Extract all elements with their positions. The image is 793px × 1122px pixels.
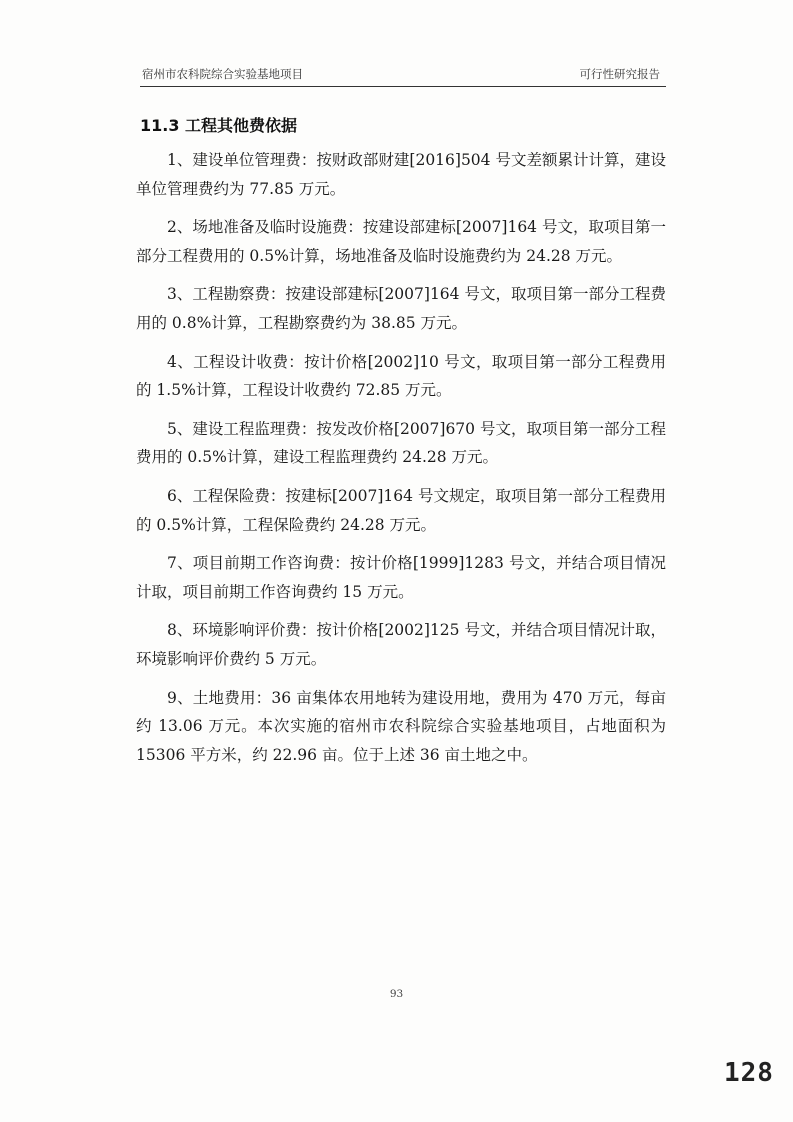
paragraph-7: 7、项目前期工作咨询费：按计价格[1999]1283 号文，并结合项目情况计取，项目前期工作咨询费约 15 万元。 — [136, 554, 666, 601]
header-report-type: 可行性研究报告 — [579, 67, 660, 81]
section-body — [136, 146, 666, 779]
paragraph-5: 5、建设工程监理费：按发改价格[2007]670 号文，取项目第一部分工程费用的 0.5%计算，建设工程监理费约 24.28 万元。 — [136, 419, 666, 467]
section-title: 11.3 工程其他费依据 — [140, 116, 298, 135]
stamped-sheet-number: 128 — [724, 1058, 774, 1088]
page-header — [140, 60, 666, 87]
paragraph-4: 4、工程设计收费：按计价格[2002]10 号文，取项目第一部分工程费用的 1.5%计算，工程设计收费约 72.85 万元。 — [136, 352, 666, 400]
paragraph-9: 9、土地费用：36 亩集体农用地转为建设用地，费用为 470 万元，每亩约 13.06 万元。本次实施的宿州市农科院综合实验基地项目，占地面积为 15306 平方米，约 22.96 亩。位于上述 36 亩土地之中。 — [136, 688, 666, 764]
paragraph-1: 1、建设单位管理费：按财政部财建[2016]504 号文差额累计计算，建设单位管理费约为 77.85 万元。 — [136, 151, 666, 198]
header-project-name: 宿州市农科院综合实验基地项目 — [142, 67, 303, 81]
paragraph-2: 2、场地准备及临时设施费：按建设部建标[2007]164 号文，取项目第一部分工程费用的 0.5%计算，场地准备及临时设施费约为 24.28 万元。 — [136, 218, 666, 265]
paragraph-3: 3、工程勘察费：按建设部建标[2007]164 号文，取项目第一部分工程费用的 0.8%计算，工程勘察费约为 38.85 万元。 — [136, 285, 666, 332]
paragraph-8: 8、环境影响评价费：按计价格[2002]125 号文，并结合项目情况计取，环境影响评价费约 5 万元。 — [136, 621, 666, 668]
page-number: 93 — [389, 988, 404, 1000]
paragraph-6: 6、工程保险费：按建标[2007]164 号文规定，取项目第一部分工程费用的 0.5%计算，工程保险费约 24.28 万元。 — [136, 486, 666, 534]
